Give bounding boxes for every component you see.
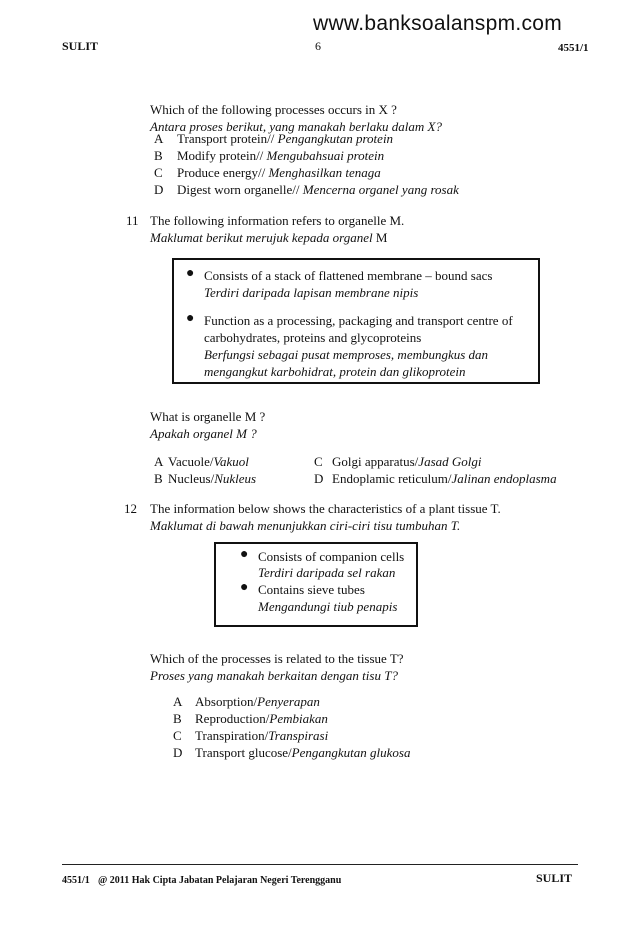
- q11-box-b2-ms-1: Berfungsi sebagai pusat memproses, membungkus dan: [204, 347, 489, 362]
- q12-number: 12: [124, 501, 137, 516]
- q12-intro-en: The information below shows the characteristics of a plant tissue T.: [150, 501, 501, 516]
- q10-option-b: B Modify protein// Mengubahsuai protein: [154, 148, 385, 163]
- q12-option-a: A Absorption/Penyerapan: [173, 694, 320, 709]
- q11-box-b2-en-2: carbohydrates, proteins and glycoproteins: [204, 330, 422, 345]
- q11-intro-en: The following information refers to organelle M.: [150, 213, 405, 228]
- bullet-icon: ●: [240, 547, 249, 562]
- q12-option-d: D Transport glucose/Pengangkutan glukosa: [173, 745, 411, 760]
- q12-info-box: [214, 542, 418, 627]
- q12-box-b1-en: Consists of companion cells: [258, 549, 405, 564]
- q10-question-en: Which of the following processes occurs in X ?: [150, 102, 397, 117]
- q10-option-c: C Produce energy// Menghasilkan tenaga: [154, 165, 381, 180]
- q11-question-ms: Apakah organel M ?: [150, 426, 257, 441]
- q11-box-b1-ms: Terdiri daripada lapisan membrane nipis: [204, 285, 419, 300]
- q12-box-b2-ms: Mengandungi tiub penapis: [258, 599, 398, 614]
- q11-question-en: What is organelle M ?: [150, 409, 266, 424]
- footer-right: SULIT: [536, 871, 573, 885]
- q11-intro-ms: Maklumat berikut merujuk kepada organel M: [150, 230, 388, 245]
- q12-option-c: C Transpiration/Transpirasi: [173, 728, 329, 743]
- q10-question-ms: Antara proses berikut, yang manakah berlaku dalam X?: [150, 119, 442, 134]
- q11-box-b2-ms-2: mengangkut karbohidrat, protein dan glikoprotein: [204, 364, 466, 379]
- q12-box-b1-ms: Terdiri daripada sel rakan: [258, 565, 396, 580]
- bullet-icon: ●: [240, 580, 249, 595]
- header-right: 4551/1: [558, 42, 589, 54]
- q12-question-en: Which of the processes is related to the tissue T?: [150, 651, 404, 666]
- footer-copyright: @ 2011 Hak Cipta Jabatan Pelajaran Negeri Terengganu: [98, 875, 342, 886]
- q11-option-d: D Endoplamic reticulum/Jalinan endoplasma: [314, 471, 557, 486]
- q12-option-b: B Reproduction/Pembiakan: [173, 711, 328, 726]
- footer-divider: [62, 864, 578, 865]
- q10-option-a: A Transport protein// Pengangkutan protein: [154, 131, 394, 146]
- q11-option-b: B Nucleus/Nukleus: [154, 471, 257, 486]
- header-left: SULIT: [62, 39, 99, 53]
- q10-option-d: D Digest worn organelle// Mencerna organel yang rosak: [154, 182, 459, 197]
- footer-code: 4551/1: [62, 875, 90, 886]
- page-number: 6: [315, 39, 321, 53]
- q11-info-box: [172, 258, 540, 384]
- q11-number: 11: [126, 213, 139, 228]
- watermark-url[interactable]: www.banksoalanspm.com: [313, 12, 563, 35]
- q12-question-ms: Proses yang manakah berkaitan dengan tisu T?: [150, 668, 398, 683]
- q12-box-b2-en: Contains sieve tubes: [258, 582, 365, 597]
- q12-intro-ms: Maklumat di bawah menunjukkan ciri-ciri tisu tumbuhan T.: [150, 518, 461, 533]
- bullet-icon: ●: [186, 311, 195, 326]
- bullet-icon: ●: [186, 266, 195, 281]
- q11-option-c: C Golgi apparatus/Jasad Golgi: [314, 454, 482, 469]
- q11-box-b1-en: Consists of a stack of flattened membrane – bound sacs: [204, 268, 493, 283]
- q11-option-a: A Vacuole/Vakuol: [154, 454, 249, 469]
- q11-box-b2-en-1: Function as a processing, packaging and transport centre of: [204, 313, 513, 328]
